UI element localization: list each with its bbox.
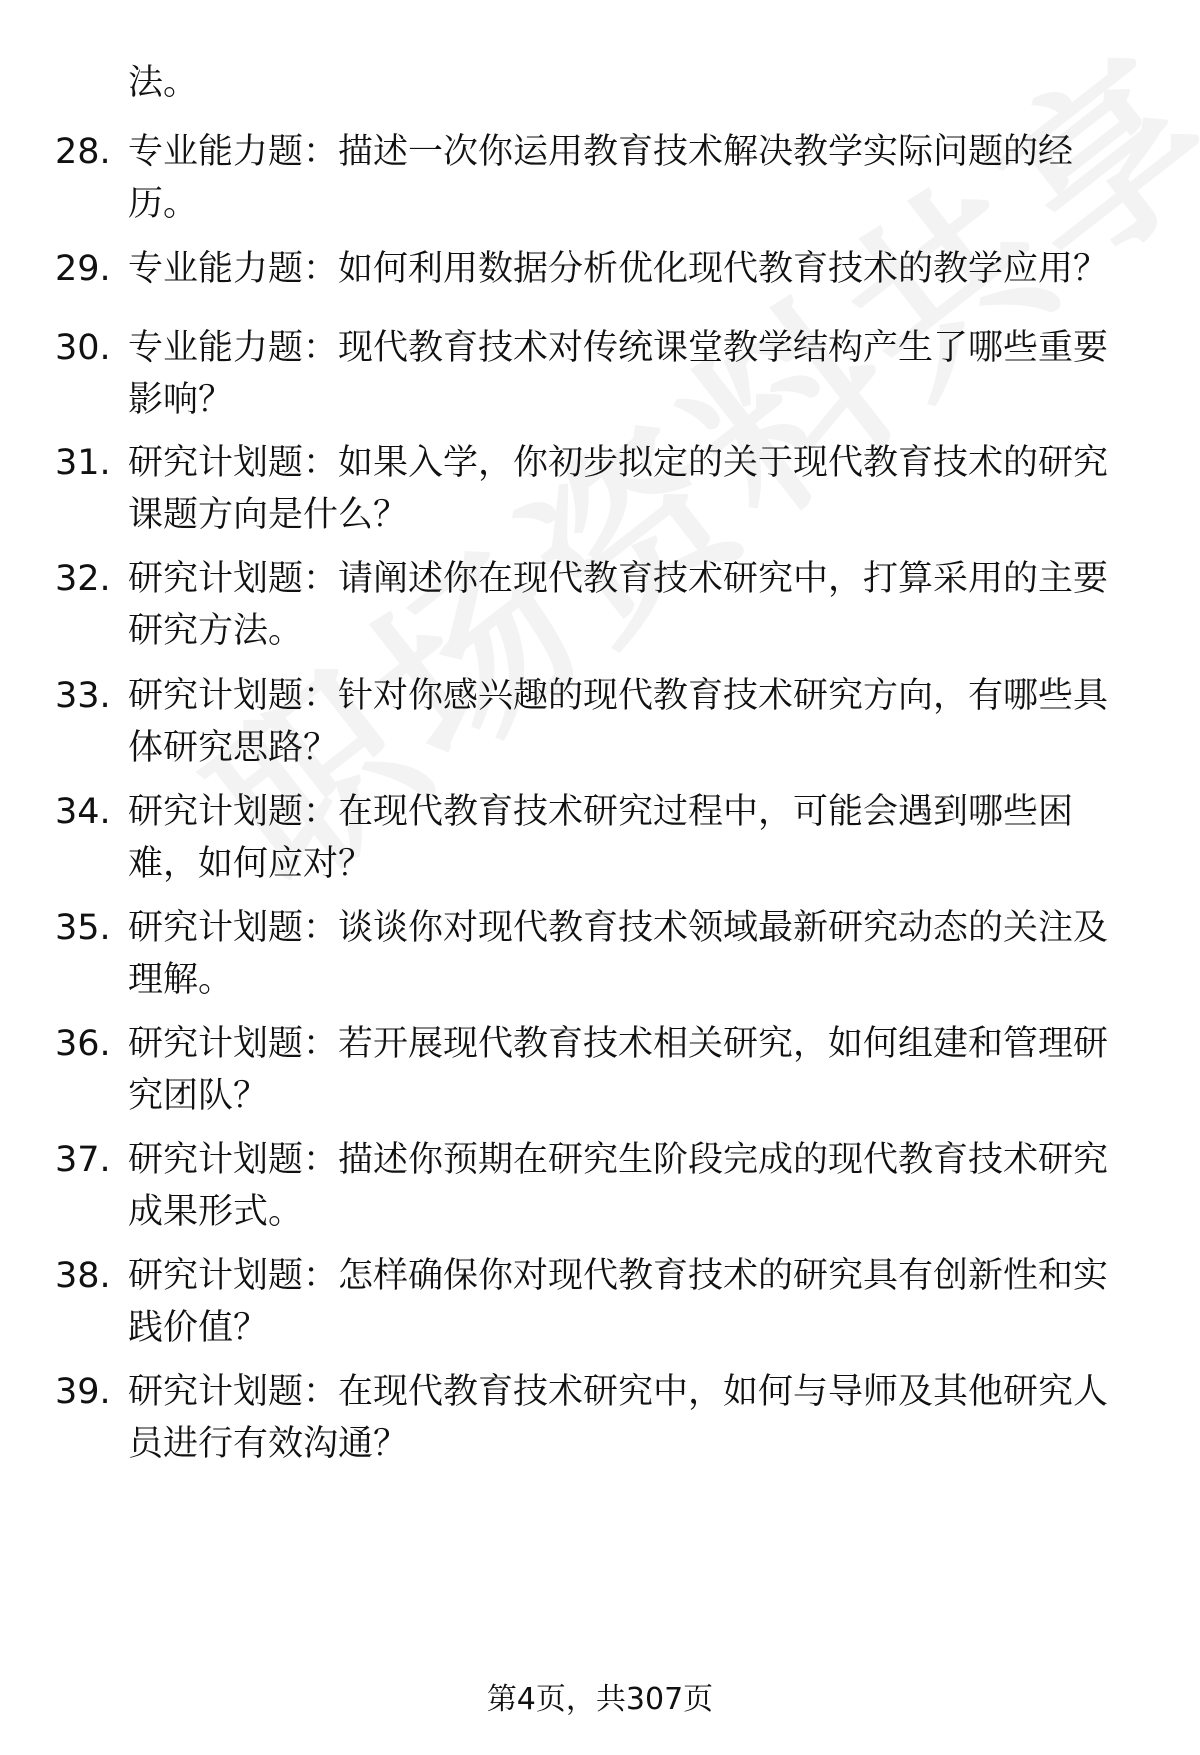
list-item (55, 1018, 1145, 1122)
item-text: 专业能力题：描述一次你运用教育技术解决教学实际问题的经历。 (128, 132, 1074, 224)
item-number: 33. (55, 676, 111, 716)
item-number: 30. (55, 328, 111, 368)
item-text: 研究计划题：请阐述你在现代教育技术研究中，打算采用的主要研究方法。 (128, 559, 1109, 651)
item-number: 34. (55, 792, 111, 832)
item-number: 31. (55, 443, 111, 483)
page-footer: 第4页，共307页 (486, 1682, 714, 1717)
item-text: 研究计划题：针对你感兴趣的现代教育技术研究方向，有哪些具体研究思路？ (128, 676, 1109, 768)
list-item (55, 1366, 1145, 1470)
continuation-text: 法。 (128, 63, 199, 103)
list-item (55, 786, 1145, 890)
item-number: 38. (55, 1256, 111, 1296)
list-item (55, 902, 1145, 1006)
item-number: 35. (55, 908, 111, 948)
item-number: 28. (55, 132, 111, 172)
item-text: 研究计划题：若开展现代教育技术相关研究，如何组建和管理研究团队？ (128, 1024, 1109, 1116)
item-number: 29. (55, 249, 111, 289)
item-number: 37. (55, 1140, 111, 1180)
list-item (55, 243, 1145, 295)
list-item (55, 322, 1145, 426)
item-text: 研究计划题：怎样确保你对现代教育技术的研究具有创新性和实践价值？ (128, 1256, 1109, 1348)
item-text: 研究计划题：描述你预期在研究生阶段完成的现代教育技术研究成果形式。 (128, 1140, 1109, 1232)
list-item (55, 1250, 1145, 1354)
item-number: 32. (55, 559, 111, 599)
item-number: 39. (55, 1372, 111, 1412)
item-text: 研究计划题：在现代教育技术研究中，如何与导师及其他研究人员进行有效沟通？ (128, 1372, 1109, 1464)
item-text: 研究计划题：如果入学，你初步拟定的关于现代教育技术的研究课题方向是什么？ (128, 443, 1109, 535)
item-number: 36. (55, 1024, 111, 1064)
list-item (55, 1134, 1145, 1238)
list-item (55, 670, 1145, 774)
item-text: 专业能力题：如何利用数据分析优化现代教育技术的教学应用？ (128, 249, 1109, 289)
item-text: 专业能力题：现代教育技术对传统课堂教学结构产生了哪些重要影响？ (128, 328, 1109, 420)
list-item (55, 437, 1145, 541)
list-item (55, 553, 1145, 657)
item-text: 研究计划题：谈谈你对现代教育技术领域最新研究动态的关注及理解。 (128, 908, 1109, 1000)
list-item (55, 126, 1145, 230)
item-text: 研究计划题：在现代教育技术研究过程中，可能会遇到哪些困难，如何应对？ (128, 792, 1074, 884)
